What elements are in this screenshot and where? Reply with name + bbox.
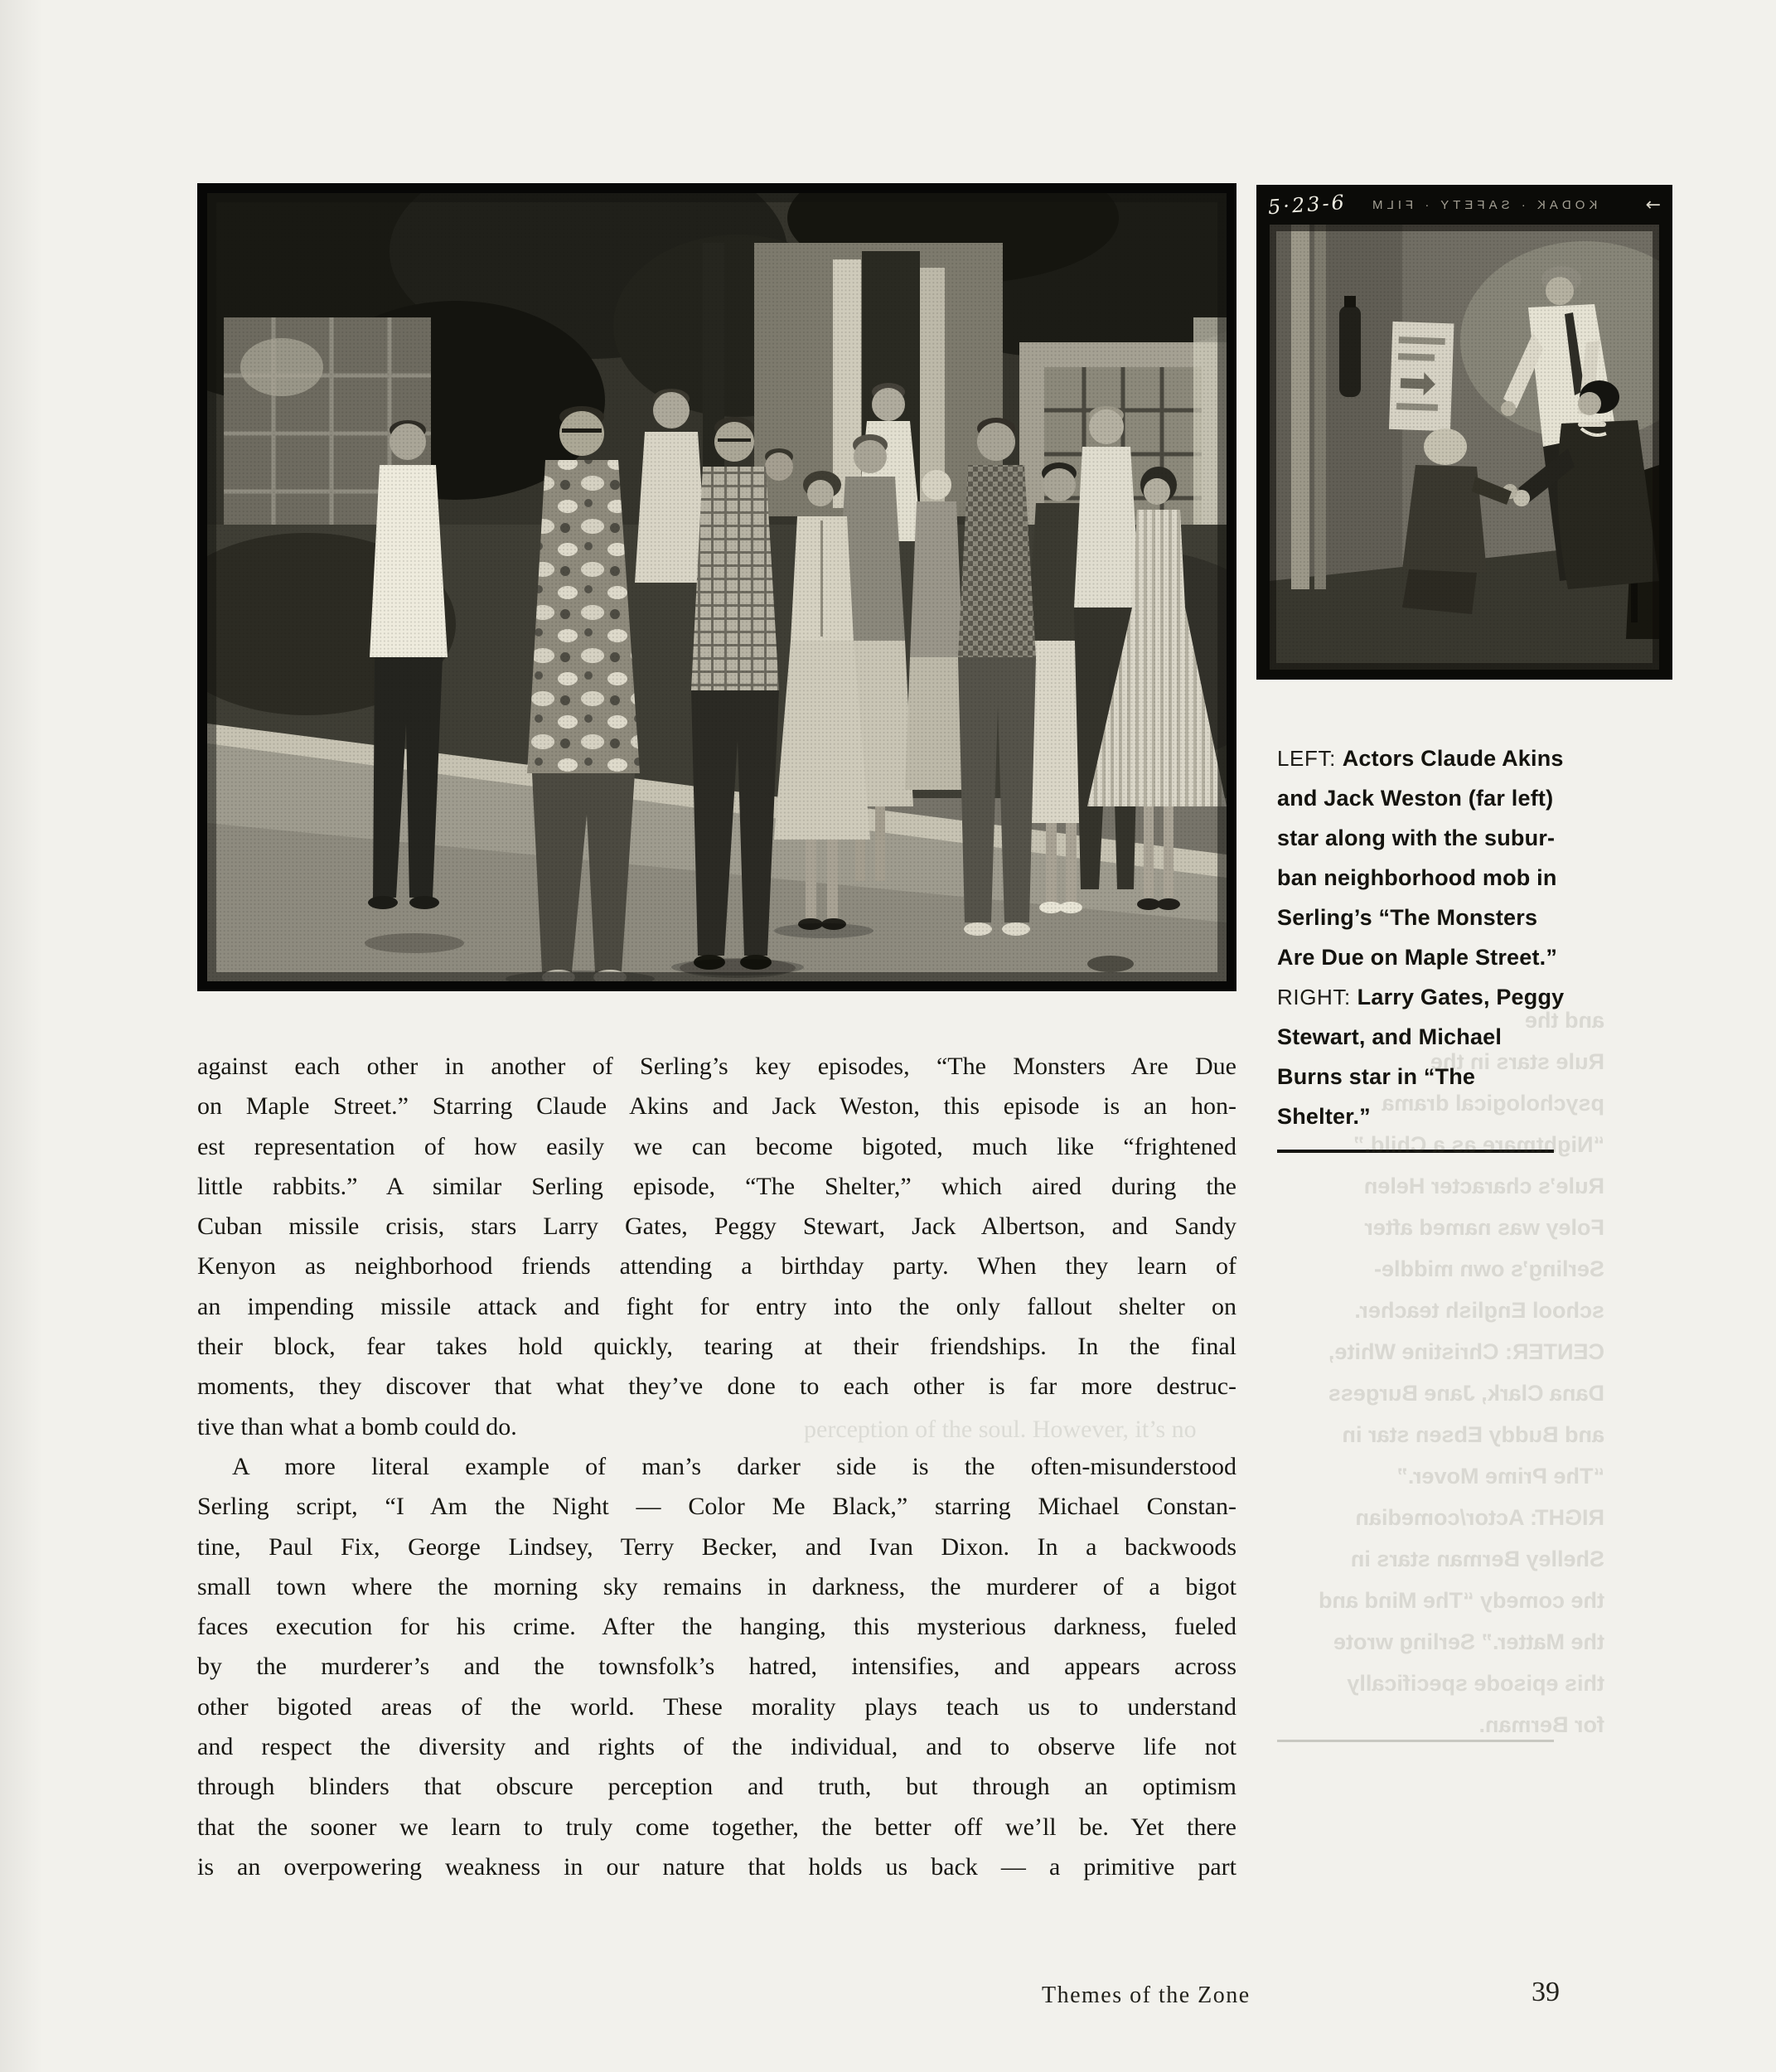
- show-through-line: this episode specifically: [1347, 1671, 1604, 1696]
- film-arrow-icon: ←: [1645, 194, 1661, 215]
- show-through-line: and Buddy Ebsen star in: [1342, 1422, 1604, 1447]
- show-through-line: Serling’s own middle-: [1373, 1256, 1604, 1281]
- body-text-line: through blinders that obscure perception and truth, but through an optimism: [197, 1773, 1236, 1801]
- paragraph: [197, 1447, 1236, 1887]
- page-edge-shadow: [0, 0, 43, 2072]
- caption-line: LEFT: Actors Claude Akins: [1277, 746, 1564, 771]
- running-footer-title: Themes of the Zone: [1042, 1982, 1251, 2008]
- body-text-line: little rabbits.” A similar Serling episode, “The Shelter,” which aired during the: [197, 1172, 1236, 1200]
- body-text-line: their block, fear takes hold quickly, tearing at their friendships. In the final: [197, 1333, 1236, 1361]
- show-through-line: CENTER: Christine White,: [1328, 1339, 1604, 1364]
- film-frame-mark: 5·23-6: [1267, 190, 1348, 220]
- photo-the-shelter-film-frame: [1256, 185, 1672, 680]
- caption-line: and Jack Weston (far left): [1277, 786, 1554, 811]
- show-through-line: the Matter.” Serling wrote: [1333, 1629, 1604, 1654]
- show-through-line: “The Prime Mover.”: [1396, 1464, 1604, 1489]
- street-scene-illustration: [207, 193, 1227, 981]
- caption-position-tag: RIGHT:: [1277, 985, 1357, 1009]
- body-text-line: on Maple Street.” Starring Claude Akins and Jack Weston, this episode is an hon-: [197, 1092, 1236, 1121]
- caption-line: star along with the subur-: [1277, 825, 1556, 850]
- caption-line: Burns star in “The: [1277, 1064, 1476, 1089]
- body-text-line: faces execution for his crime. After the hanging, this mysterious darkness, fueled: [197, 1613, 1236, 1641]
- caption-line: Shelter.”: [1277, 1104, 1371, 1129]
- show-through-line: Dana Clark, Jane Burgess: [1328, 1381, 1604, 1406]
- show-through-line: Rule’s character Helen: [1363, 1174, 1604, 1198]
- caption-line: ban neighborhood mob in: [1277, 865, 1557, 890]
- body-text-line: against each other in another of Serling’s key episodes, “The Monsters Are Due: [197, 1053, 1236, 1080]
- caption-position-tag: LEFT:: [1277, 746, 1343, 771]
- body-text-line: tive than what a bomb could do.: [197, 1412, 517, 1440]
- body-text-line: A more literal example of man’s darker side is the often-misunderstood: [232, 1452, 1236, 1480]
- halftone-overlay: [207, 193, 1227, 981]
- body-text-line: Serling script, “I Am the Night — Color Me Black,” starring Michael Constan-: [197, 1493, 1236, 1521]
- body-text-line: moments, they discover that what they’ve done to each other is far more destruc-: [197, 1372, 1236, 1401]
- caption-line: Are Due on Maple Street.”: [1277, 945, 1558, 970]
- caption-line: Stewart, and Michael: [1277, 1024, 1503, 1049]
- photo-monsters-maple-street: [197, 183, 1236, 991]
- body-text-line: an impending missile attack and fight for entry into the only fallout shelter on: [197, 1292, 1236, 1320]
- show-through-line: the comedy “The Mind and: [1318, 1588, 1604, 1613]
- body-text-line: is an overpowering weakness in our nature that holds us back — a primitive part: [197, 1852, 1236, 1881]
- body-text-line: and respect the diversity and rights of the individual, and to observe life not: [197, 1733, 1236, 1761]
- caption-line: RIGHT: Larry Gates, Peggy: [1277, 985, 1565, 1009]
- show-through-line: for Berman.: [1478, 1712, 1604, 1737]
- caption-line: Serling’s “The Monsters: [1277, 905, 1538, 930]
- body-text-line: by the murderer’s and the townsfolk’s hatred, intensifies, and appears across: [197, 1653, 1236, 1681]
- show-through-line: Rule stars in the: [1430, 1049, 1604, 1074]
- show-through-line: Foley was named after: [1364, 1215, 1604, 1240]
- show-through-line: psychological drama: [1382, 1091, 1604, 1116]
- body-text-line: small town where the morning sky remains in darkness, the murderer of a bigot: [197, 1572, 1236, 1600]
- photo-caption: [1277, 738, 1654, 1136]
- halftone-overlay: [1270, 225, 1659, 670]
- paragraph: [197, 1047, 1236, 1447]
- show-through-line: RIGHT: Actor/comedian: [1355, 1505, 1604, 1530]
- show-through-line: Shelley Berman stars in: [1350, 1547, 1604, 1571]
- show-through-line: “Nightmare as a Child.”: [1353, 1132, 1604, 1157]
- body-text-line: that the sooner we learn to truly come together, the better off we’ll be. Yet there: [197, 1813, 1236, 1841]
- show-through-line: and the: [1524, 1008, 1604, 1033]
- page-number: 39: [1532, 1977, 1560, 2007]
- body-text-line: est representation of how easily we can become bigoted, much like “frightened: [197, 1132, 1236, 1160]
- film-edge-strip: [1256, 185, 1672, 225]
- body-text-line: Kenyon as neighborhood friends attending a birthday party. When they learn of: [197, 1252, 1236, 1280]
- body-text-line: other bigoted areas of the world. These morality plays teach us to understand: [197, 1692, 1236, 1721]
- body-text: [197, 1047, 1236, 1887]
- show-through-body-line: perception of the soul. However, it’s no: [804, 1416, 1197, 1443]
- film-edge-text: KODAK · SAFETY · FILM: [1367, 197, 1598, 212]
- body-text-line: tine, Paul Fix, George Lindsey, Terry Becker, and Ivan Dixon. In a backwoods: [197, 1532, 1236, 1561]
- body-text-line: Cuban missile crisis, stars Larry Gates, Peggy Stewart, Jack Albertson, and Sandy: [197, 1213, 1236, 1241]
- show-through-line: school English teacher.: [1354, 1298, 1604, 1323]
- shelter-scene-illustration: [1270, 225, 1659, 670]
